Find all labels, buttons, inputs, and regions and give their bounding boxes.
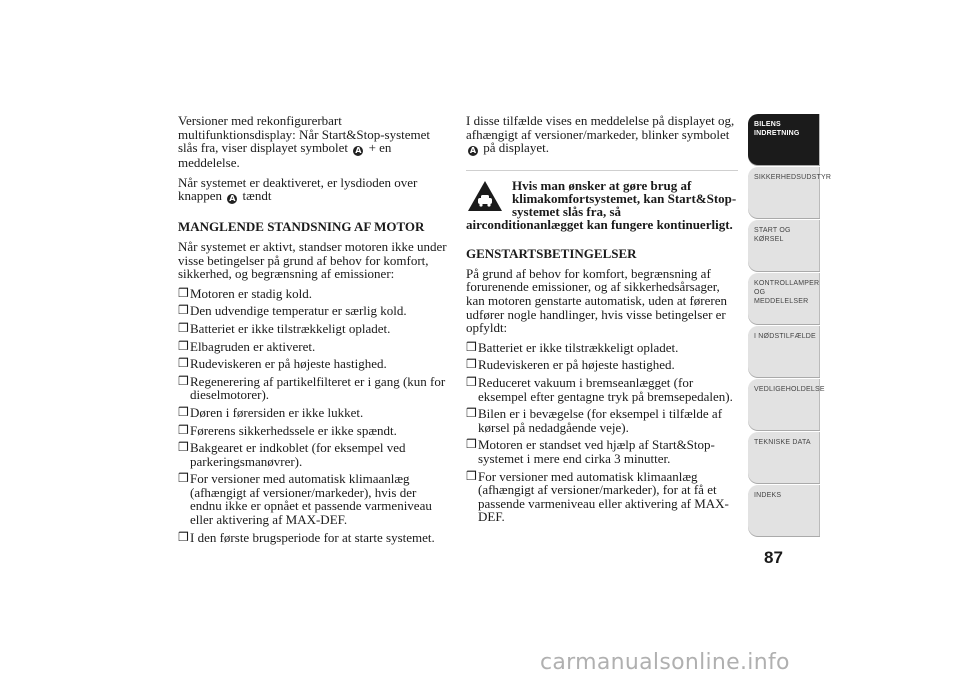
list-item [178, 304, 450, 318]
watermark: carmanualsonline.info [540, 650, 790, 675]
list-item-text: Batteriet er ikke tilstrækkeligt opladet. [478, 339, 679, 355]
chapter-sidebar [748, 114, 832, 538]
list-item-text: I den første brugsperiode for at starte systemet. [190, 529, 435, 545]
list-item-text: Bakgearet er indkoblet (for eksempel ved parkeringsmanøvrer). [190, 440, 406, 469]
tab-tekniske-data[interactable]: TEKNISKE DATA [748, 432, 820, 483]
list-item [178, 531, 450, 545]
tab-kontrollamper[interactable]: KONTROLLAMPER OG MEDDELELSER [748, 273, 820, 324]
list-item-text: Bilen er i bevægelse (for eksempel i tilfælde af kørsel på nedadgående veje). [478, 406, 723, 435]
list-item-text: Reduceret vakuum i bremseanlægget (for eksempel efter gentagne tryk på bremsepedalen). [478, 374, 733, 404]
list-item [178, 340, 450, 354]
list-item-text: Førerens sikkerhedssele er ikke spændt. [190, 422, 397, 438]
tab-nodstilfaelde[interactable]: I NØDSTILFÆLDE [748, 326, 820, 377]
start-stop-off-icon: A [355, 146, 362, 156]
bullet-box-icon: ❒ [178, 303, 189, 318]
divider [466, 170, 738, 171]
bullet-box-icon: ❒ [178, 440, 189, 455]
list-item [466, 341, 738, 355]
bullet-box-icon: ❒ [178, 338, 189, 353]
display-message-text-end: på displayet. [483, 140, 549, 156]
bullet-box-icon: ❒ [178, 471, 189, 486]
list-item [178, 322, 450, 336]
led-note [178, 176, 450, 205]
list-item-text: Motoren er stadig kold. [190, 285, 313, 301]
bullet-box-icon: ❒ [178, 529, 189, 544]
bullet-box-icon: ❒ [466, 406, 477, 421]
list-item-text: Regenerering af partikelfilteret er i gang (kun for dieselmotorer). [190, 373, 446, 403]
list-item [178, 287, 450, 301]
list-item-text: For versioner med automatisk klimaanlæg (afhængigt af versioner/markeder), for at få et passende varmeniveau eller aktivering af MAX-DEF. [478, 468, 729, 525]
right-column [466, 114, 738, 528]
list-item [466, 438, 738, 465]
bullet-box-icon: ❒ [466, 468, 477, 483]
no-stop-intro: Når systemet er aktivt, standser motoren ikke under visse betingelser på grund af behov for komfort, sikkerhed, og begrænsning af emissioner: [178, 238, 447, 282]
list-item [466, 407, 738, 434]
display-symbol-text: Versioner med rekonfigurerbart multifunktionsdisplay: Når Start&Stop-systemet slås fra, viser displayet symbolet [178, 113, 431, 156]
list-item [466, 470, 738, 524]
list-item [178, 424, 450, 438]
list-item [178, 357, 450, 371]
list-item-text: Elbagruden er aktiveret. [190, 338, 316, 354]
list-item [178, 406, 450, 420]
start-stop-button-icon: A [229, 194, 236, 204]
list-item-text: Døren i førersiden er ikke lukket. [190, 404, 364, 420]
list-item [178, 375, 450, 402]
page-number: 87 [764, 548, 783, 567]
list-item-text: Batteriet er ikke tilstrækkeligt opladet. [190, 320, 391, 336]
bullet-box-icon: ❒ [178, 320, 189, 335]
restart-list [466, 341, 738, 524]
bullet-box-icon: ❒ [178, 285, 189, 300]
bullet-box-icon: ❒ [466, 357, 477, 372]
tab-sikkerhedsudstyr[interactable]: SIKKERHEDSUDSTYR [748, 167, 820, 218]
tab-vedligeholdelse[interactable]: VEDLIGEHOLDELSE [748, 379, 820, 430]
led-note-text-end: tændt [242, 188, 272, 204]
list-item [466, 376, 738, 403]
bullet-box-icon: ❒ [466, 339, 477, 354]
left-column [178, 114, 450, 548]
bullet-box-icon: ❒ [178, 373, 189, 388]
display-symbol-note [178, 114, 450, 170]
list-item-text: For versioner med automatisk klimaanlæg (afhængigt af versioner/markeder), hvis der endnu ikke er opnået et passende varmeniveau eller aktivering af MAX-DEF. [190, 471, 432, 528]
display-symbol-text-end: + en meddelelse. [178, 140, 392, 171]
tab-start-og-korsel[interactable]: START OG KØRSEL [748, 220, 820, 271]
section-heading-restart: GENSTARTSBETINGELSER [466, 246, 637, 262]
warning-text: Hvis man ønsker at gøre brug af klimakomfortsystemet, kan Start&Stop-systemet slås fra, så airconditionanlægget kan fungere kontinuerligt. [466, 178, 737, 233]
bullet-box-icon: ❒ [466, 437, 477, 452]
bullet-box-icon: ❒ [178, 422, 189, 437]
list-item-text: Den udvendige temperatur er særlig kold. [190, 303, 407, 319]
bullet-box-icon: ❒ [178, 404, 189, 419]
tab-bilens-indretning[interactable]: BILENS INDRETNING [748, 114, 820, 165]
list-item-text: Rudeviskeren er på højeste hastighed. [478, 357, 675, 373]
bullet-box-icon: ❒ [178, 356, 189, 371]
display-message-text: I disse tilfælde vises en meddelelse på displayet og, afhængigt af versioner/markeder, blinker symbolet [466, 113, 735, 142]
list-item [178, 472, 450, 526]
list-item-text: Motoren er standset ved hjælp af Start&Stop-systemet i mere end cirka 3 minutter. [478, 437, 715, 466]
list-item-text: Rudeviskeren er på højeste hastighed. [190, 356, 387, 372]
no-stop-list [178, 287, 450, 545]
restart-intro: På grund af behov for komfort, begrænsning af forurenende emissioner, og af sikkerhedsårsager, kan motoren genstarte automatisk, uden at føreren udfører nogle handlinger, hvis visse betingelser er opfyldt: [466, 265, 727, 336]
display-message-note [466, 114, 738, 156]
section-heading-no-stop: MANGLENDE STANDSNING AF MOTOR [178, 219, 425, 235]
tab-indeks[interactable]: INDEKS [748, 485, 820, 536]
list-item [178, 441, 450, 468]
warning-car-icon [466, 179, 504, 213]
start-stop-blink-icon: A [469, 146, 477, 156]
warning-box [466, 179, 738, 231]
bullet-box-icon: ❒ [466, 374, 477, 389]
led-note-text: Når systemet er deaktiveret, er lysdioden over knappen [178, 174, 418, 204]
list-item [466, 358, 738, 372]
